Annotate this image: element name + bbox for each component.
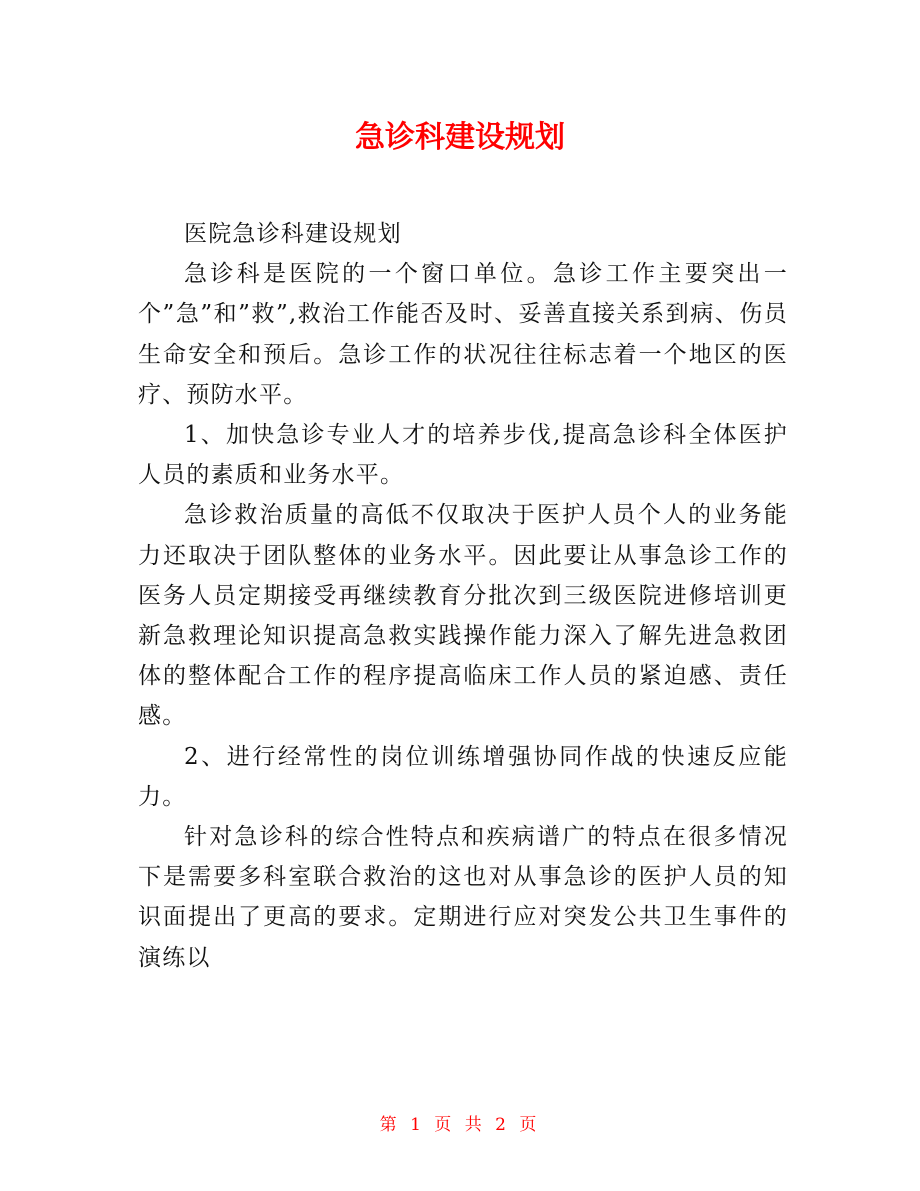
paragraph-point-2: 2、进行经常性的岗位训练增强协同作战的快速反应能力。 (138, 743, 788, 810)
paragraph-point-1: 1、加快急诊专业人才的培养步伐,提高急诊科全体医护人员的素质和业务水平。 (138, 422, 788, 489)
document-body (138, 214, 788, 978)
paragraph-intro: 急诊科是医院的一个窗口单位。急诊工作主要突出一个”急”和”救”,救治工作能否及时、妥善直接关系到病、伤员生命安全和预后。急诊工作的状况往往标志着一个地区的医疗、预防水平。 (138, 261, 788, 408)
paragraph-point-1-detail: 急诊救治质量的高低不仅取决于医护人员个人的业务能力还取决于团队整体的业务水平。因此要让从事急诊工作的医务人员定期接受再继续教育分批次到三级医院进修培训更新急救理论知识提高急救实践操作能力深入了解先进急救团体的整体配合工作的程序提高临床工作人员的紧迫感、责任感。 (138, 502, 788, 730)
paragraph-subtitle: 医院急诊科建设规划 (184, 221, 402, 247)
document-title: 急诊科建设规划 (355, 120, 565, 155)
paragraph-point-2-detail: 针对急诊科的综合性特点和疾病谱广的特点在很多情况下是需要多科室联合救治的这也对从事急诊的医护人员的知识面提出了更高的要求。定期进行应对突发公共卫生事件的演练以 (138, 824, 788, 971)
page-footer: 第 1 页 共 2 页 (379, 1115, 541, 1135)
